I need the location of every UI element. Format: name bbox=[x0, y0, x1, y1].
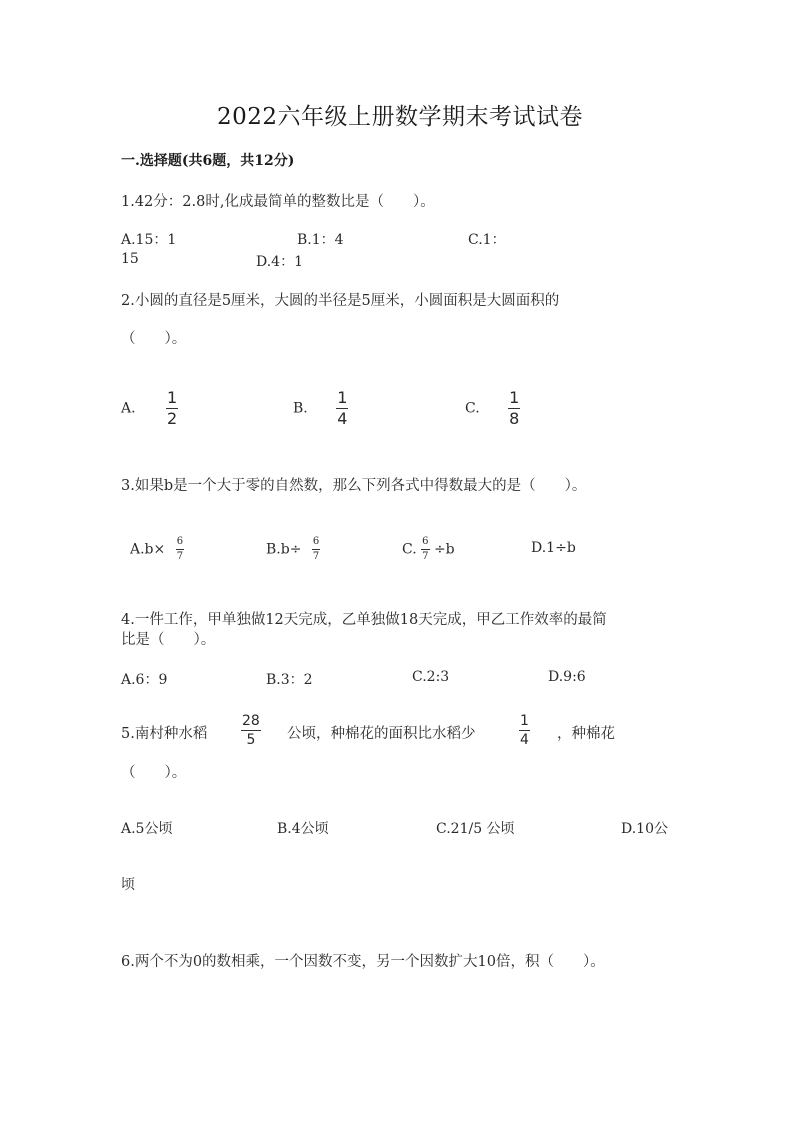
option-text: B.b÷ bbox=[266, 541, 302, 558]
question-5-option-d-continued: 顷 bbox=[121, 877, 135, 893]
question-1-option-d: D.4：1 bbox=[256, 254, 303, 270]
question-4-option-c: C.2:3 bbox=[412, 669, 450, 685]
fraction-denominator: 7 bbox=[422, 551, 429, 562]
question-3-option-b bbox=[266, 537, 320, 562]
section-heading: 一.选择题(共6题，共12分) bbox=[121, 153, 295, 169]
fraction-denominator: 4 bbox=[337, 409, 348, 428]
question-5-option-b: B.4公顷 bbox=[277, 821, 329, 837]
question-2-option-c bbox=[465, 390, 520, 427]
question-1-option-c-continued: 15 bbox=[121, 251, 139, 267]
fraction-denominator: 7 bbox=[176, 551, 184, 562]
question-4-stem-continued: 比是（ ）。 bbox=[121, 632, 216, 648]
question-1-stem: 1.42分：2.8时,化成最简单的整数比是（ ）。 bbox=[121, 194, 435, 210]
question-4-option-a: A.6：9 bbox=[121, 672, 168, 688]
question-5-option-d: D.10公 bbox=[621, 821, 668, 837]
fraction-numerator: 1 bbox=[337, 388, 348, 407]
fraction-numerator: 6 bbox=[176, 536, 184, 547]
fraction-numerator: 28 bbox=[242, 713, 260, 729]
fraction bbox=[176, 537, 184, 562]
question-2-option-a bbox=[121, 390, 178, 427]
fraction-numerator: 6 bbox=[312, 536, 320, 547]
question-2-option-b bbox=[293, 390, 348, 427]
fraction-denominator: 8 bbox=[509, 409, 520, 428]
fraction bbox=[241, 714, 261, 747]
fraction-denominator: 5 bbox=[246, 732, 256, 748]
question-1-option-c: C.1： bbox=[468, 232, 506, 248]
question-5-stem-part-1: 5.南村种水稻 bbox=[121, 726, 208, 742]
fraction-numerator: 1 bbox=[509, 388, 520, 407]
question-5-fraction-1 bbox=[241, 714, 261, 747]
fraction-numerator: 6 bbox=[422, 536, 429, 547]
fraction-denominator: 7 bbox=[312, 551, 320, 562]
option-label: B. bbox=[293, 400, 308, 417]
fraction bbox=[519, 714, 530, 747]
page-title: 2022六年级上册数学期末考试试卷 bbox=[216, 104, 584, 130]
fraction-numerator: 1 bbox=[520, 713, 529, 729]
fraction bbox=[336, 390, 348, 427]
option-text: A.b× bbox=[130, 541, 166, 558]
question-3-stem: 3.如果b是一个大于零的自然数，那么下列各式中得数最大的是（ ）。 bbox=[121, 478, 587, 494]
question-4-option-d: D.9:6 bbox=[548, 669, 586, 685]
option-label: C. bbox=[465, 400, 480, 417]
question-6-stem: 6.两个不为0的数相乘，一个因数不变，另一个因数扩大10倍，积（ ）。 bbox=[121, 954, 605, 970]
question-2-stem-continued: （ ）。 bbox=[121, 331, 187, 347]
question-1-option-a: A.15：1 bbox=[121, 232, 177, 248]
question-5-option-c: C.21/5 公顷 bbox=[436, 821, 515, 837]
question-5-fraction-2 bbox=[519, 714, 530, 747]
option-text-suffix: ÷b bbox=[433, 541, 455, 558]
fraction bbox=[166, 390, 178, 427]
question-4-option-b: B.3：2 bbox=[266, 672, 313, 688]
question-3-option-a bbox=[130, 537, 184, 562]
question-5-stem-part-3: ，种棉花 bbox=[557, 726, 615, 742]
question-4-stem: 4.一件工作，甲单独做12天完成，乙单独做18天完成，甲乙工作效率的最简 bbox=[121, 612, 607, 628]
question-3-option-d: D.1÷b bbox=[531, 540, 576, 556]
fraction-denominator: 2 bbox=[167, 409, 178, 428]
option-label: A. bbox=[121, 400, 136, 417]
fraction bbox=[421, 537, 429, 562]
question-5-option-a: A.5公顷 bbox=[121, 821, 173, 837]
question-3-option-c bbox=[402, 537, 455, 562]
fraction-denominator: 4 bbox=[520, 732, 529, 748]
question-5-stem-continued: （ ）。 bbox=[121, 765, 187, 781]
fraction bbox=[312, 537, 320, 562]
question-5-stem-part-2: 公顷，种棉花的面积比水稻少 bbox=[287, 726, 476, 742]
question-2-stem: 2.小圆的直径是5厘米，大圆的半径是5厘米，小圆面积是大圆面积的 bbox=[121, 293, 560, 309]
option-text: C. bbox=[402, 541, 417, 558]
fraction bbox=[508, 390, 520, 427]
fraction-numerator: 1 bbox=[167, 388, 178, 407]
question-1-option-b: B.1：4 bbox=[297, 232, 344, 248]
